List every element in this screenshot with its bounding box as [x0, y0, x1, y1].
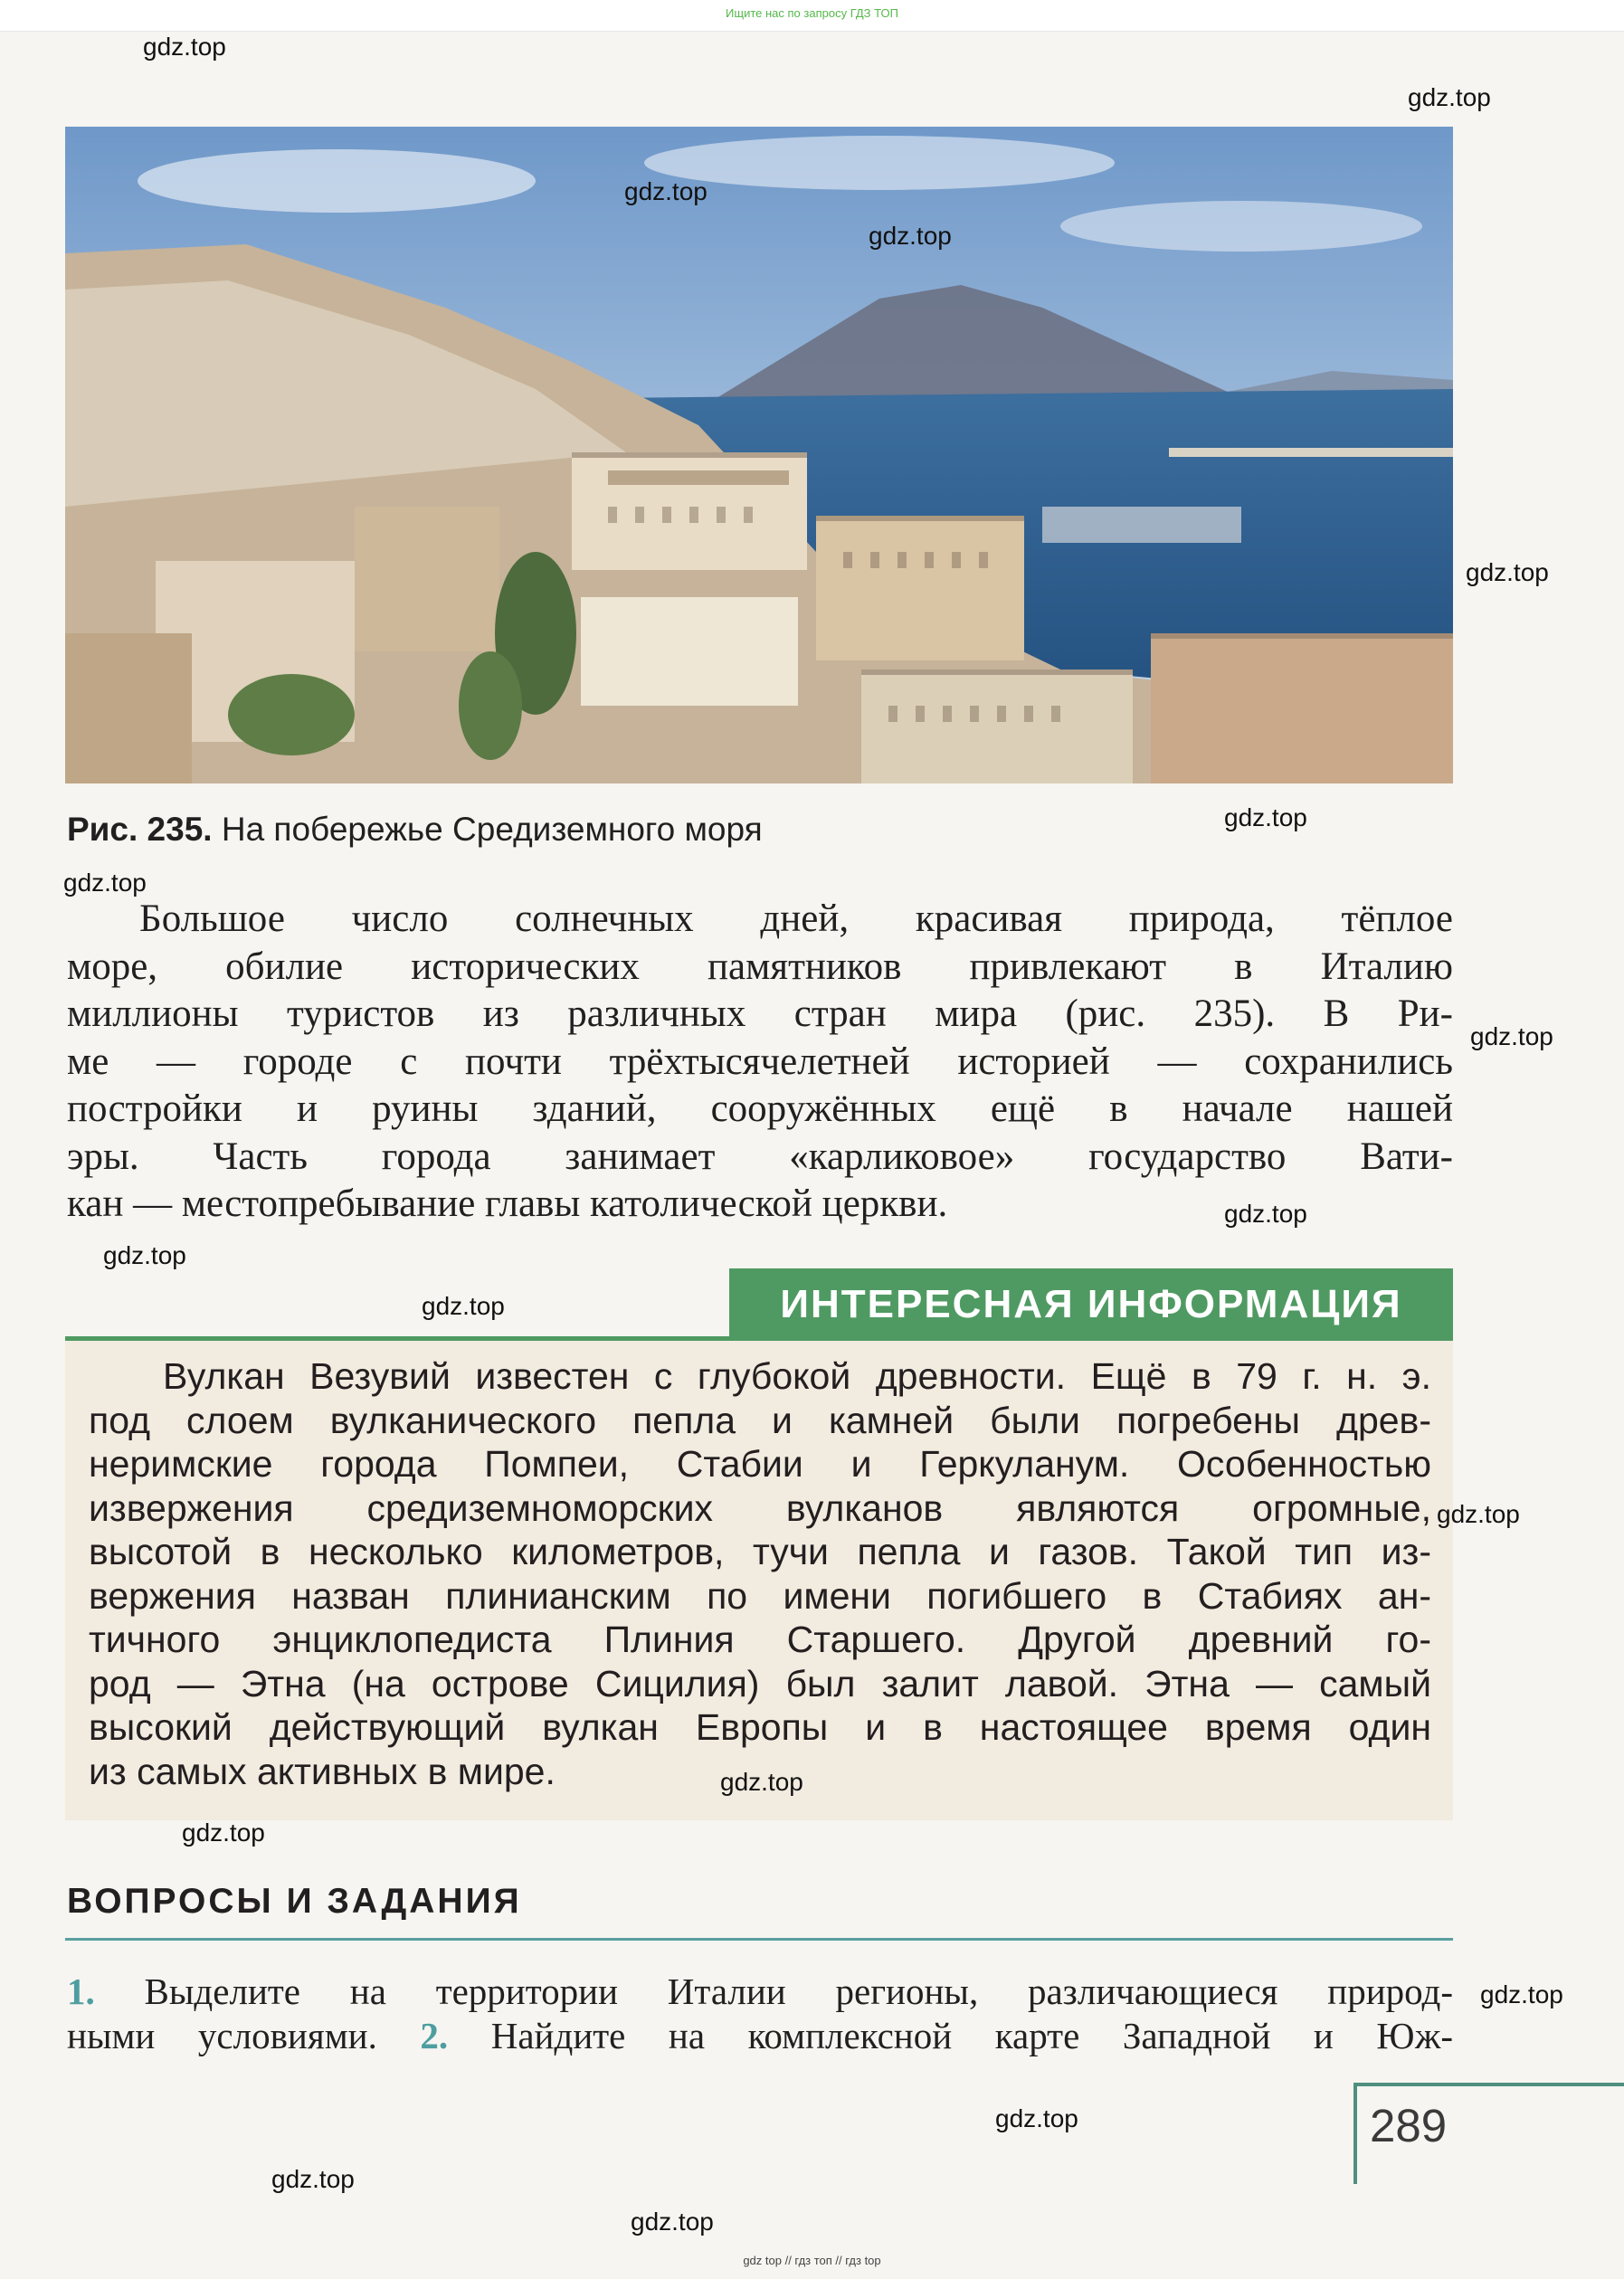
info-line: вержения назван плинианским по имени погибшего в Стабиях ан-: [89, 1574, 1431, 1617]
figure-caption: [67, 811, 763, 849]
info-line: из самых активных в мире.: [89, 1750, 556, 1792]
info-header: ИНТЕРЕСНАЯ ИНФОРМАЦИЯ: [729, 1268, 1453, 1341]
paragraph-line: ме — городе с почти трёхтысячелетней историей — сохранились: [67, 1040, 1453, 1083]
question-2-text: Найдите на комплексной карте Западной и Юж-: [490, 2015, 1454, 2056]
watermark: gdz.top: [995, 2104, 1078, 2132]
page-number: 289: [1370, 2100, 1448, 2151]
paragraph-line: кан — местопребывание главы католической церкви.: [67, 1182, 948, 1225]
info-line: род — Этна (на острове Сицилия) был залит лавой. Этна — самый: [89, 1662, 1431, 1705]
watermark: gdz.top: [1437, 1500, 1520, 1528]
question-line-2: [67, 2014, 1453, 2058]
watermark: gdz.top: [1224, 1200, 1307, 1228]
paragraph-line: постройки и руины зданий, сооружённых ещё в начале нашей: [67, 1087, 1453, 1130]
figure-caption-text: На побережье Средиземного моря: [221, 811, 763, 848]
watermark: gdz.top: [143, 33, 226, 61]
paragraph-line: миллионы туристов из различных стран мира (рис. 235). В Ри-: [67, 992, 1453, 1035]
question-number: 1.: [67, 1970, 95, 2012]
info-line: под слоем вулканического пепла и камней были погребены древ-: [89, 1399, 1431, 1441]
info-text: [89, 1354, 1431, 1793]
main-paragraph: [67, 896, 1453, 1229]
question-1-text-cont: ными условиями.: [67, 2015, 377, 2056]
paragraph-line: Большое число солнечных дней, красивая природа, тёплое: [139, 897, 1453, 940]
watermark: gdz.top: [624, 177, 708, 205]
watermark: gdz.top: [1466, 558, 1549, 586]
watermark: gdz.top: [1480, 1980, 1563, 2008]
watermark: gdz.top: [631, 2208, 714, 2236]
watermark: gdz.top: [103, 1241, 186, 1269]
figure-photo: [65, 127, 1453, 783]
watermark: gdz.top: [271, 2165, 355, 2193]
page-number-frame-top: [1353, 2083, 1624, 2086]
question-line-1: [67, 1970, 1453, 2014]
info-line: извержения средиземноморских вулканов являются огромные,: [89, 1486, 1431, 1529]
watermark: gdz.top: [63, 869, 147, 897]
watermark: gdz.top: [1470, 1022, 1553, 1050]
top-banner-text: Ищите нас по запросу ГДЗ ТОП: [726, 6, 898, 20]
bottom-banner: gdz top // гдз топ // гдз top: [743, 2254, 881, 2267]
questions-rule: [65, 1938, 1453, 1941]
paragraph-line: эры. Часть города занимает «карликовое» государство Вати-: [67, 1135, 1453, 1178]
figure-label: Рис. 235.: [67, 811, 213, 848]
info-line: тичного энциклопедиста Плиния Старшего. Другой древний го-: [89, 1619, 1431, 1660]
info-line: высокий действующий вулкан Европы и в настоящее время один: [89, 1706, 1431, 1748]
watermark: gdz.top: [720, 1768, 803, 1796]
info-line: высотой в несколько километров, тучи пепла и газов. Такой тип из-: [89, 1531, 1431, 1572]
top-banner: [0, 0, 1624, 32]
paragraph-line: море, обилие исторических памятников привлекают в Италию: [67, 945, 1453, 988]
page-number-frame-left: [1353, 2083, 1357, 2184]
info-line: Вулкан Везувий известен с глубокой древности. Ещё в 79 г. н. э.: [163, 1355, 1431, 1397]
watermark: gdz.top: [1224, 803, 1307, 831]
watermark: gdz.top: [422, 1292, 505, 1320]
watermark: gdz.top: [182, 1818, 265, 1847]
watermark: gdz.top: [1408, 83, 1491, 111]
questions-text: [67, 1970, 1453, 2058]
info-line: неримские города Помпеи, Стабии и Геркуланум. Особенностью: [89, 1443, 1431, 1485]
questions-title: ВОПРОСЫ И ЗАДАНИЯ: [67, 1882, 522, 1921]
question-number: 2.: [420, 2015, 449, 2056]
question-1-text: Выделите на территории Италии регионы, различающиеся природ-: [144, 1970, 1453, 2012]
watermark: gdz.top: [869, 222, 952, 250]
